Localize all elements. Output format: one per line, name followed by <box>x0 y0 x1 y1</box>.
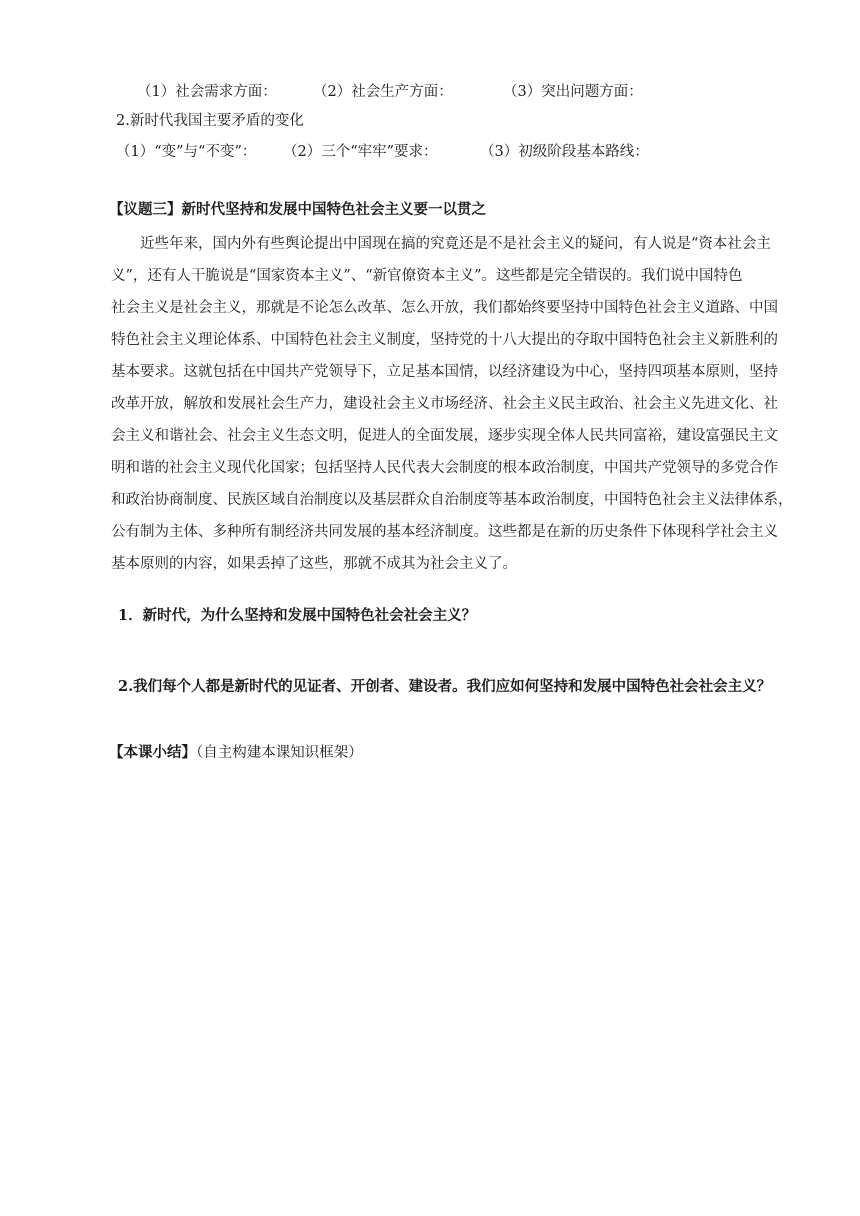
paragraph-line: 明和谐的社会主义现代化国家；包括坚持人民代表大会制度的根本政治制度，中国共产党领导的多党合作 <box>111 460 778 476</box>
paragraph-line: 特色社会主义理论体系、中国特色社会主义制度，坚持党的十八大提出的夺取中国特色社会主义新胜利的 <box>111 332 778 348</box>
paragraph-line: 近些年来，国内外有些舆论提出中国现在搞的究竟还是不是社会主义的疑问，有人说是“资本社会主 <box>140 236 771 252</box>
three-firmly-item: （2）三个“牢牢”要求： <box>283 144 438 160</box>
paragraph-line: 改革开放，解放和发展社会生产力，建设社会主义市场经济、社会主义民主政治、社会主义先进文化、社 <box>111 396 778 412</box>
paragraph-line: 和政治协商制度、民族区域自治制度以及基层群众自治制度等基本政治制度，中国特色社会主义法律体系， <box>111 492 793 508</box>
basic-line-item: （3）初级阶段基本路线： <box>480 144 649 160</box>
summary-note: （自主构建本课知识框架） <box>196 745 363 761</box>
question-1: 1．新时代，为什么坚持和发展中国特色社会社会主义？ <box>118 607 477 624</box>
question-2: 2.我们每个人都是新时代的见证者、开创者、建设者。我们应如何坚持和发展中国特色社会社会主义？ <box>118 678 772 695</box>
change-unchanged-item: （1）“变”与“不变”： <box>116 144 257 160</box>
prominent-problem-item: （3）突出问题方面： <box>503 84 643 100</box>
topic3-heading <box>109 200 486 220</box>
paragraph-line: 基本要求。这就包括在中国共产党领导下，立足基本国情，以经济建设为中心，坚持四项基本原则，坚持 <box>111 364 778 380</box>
paragraph-line: 公有制为主体、多种所有制经济共同发展的基本经济制度。这些都是在新的历史条件下体现科学社会主义 <box>111 524 778 540</box>
paragraph-line: 义”，还有人干脆说是“国家资本主义”、“新官僚资本主义”。这些都是完全错误的。我们说中国特色 <box>111 268 743 284</box>
social-demand-item: （1）社会需求方面： <box>137 84 277 100</box>
paragraph-line: 会主义和谐社会、社会主义生态文明，促进人的全面发展，逐步实现全体人民共同富裕，建设富强民主文 <box>111 428 778 444</box>
social-production-item: （2）社会生产方面： <box>313 84 453 100</box>
topic3-title: 新时代坚持和发展中国特色社会主义要一以贯之 <box>181 201 486 218</box>
main-contradiction-heading: 2.新时代我国主要矛盾的变化 <box>116 113 304 129</box>
summary-label: 【本课小结】 <box>109 744 196 761</box>
paragraph-line: 基本原则的内容，如果丢掉了这些，那就不成其为社会主义了。 <box>111 556 517 572</box>
paragraph-line: 社会主义是社会主义，那就是不论怎么改革、怎么开放，我们都始终要坚持中国特色社会主义道路、中国 <box>111 300 778 316</box>
topic3-label: 【议题三】 <box>109 201 182 218</box>
lesson-summary <box>109 743 363 763</box>
